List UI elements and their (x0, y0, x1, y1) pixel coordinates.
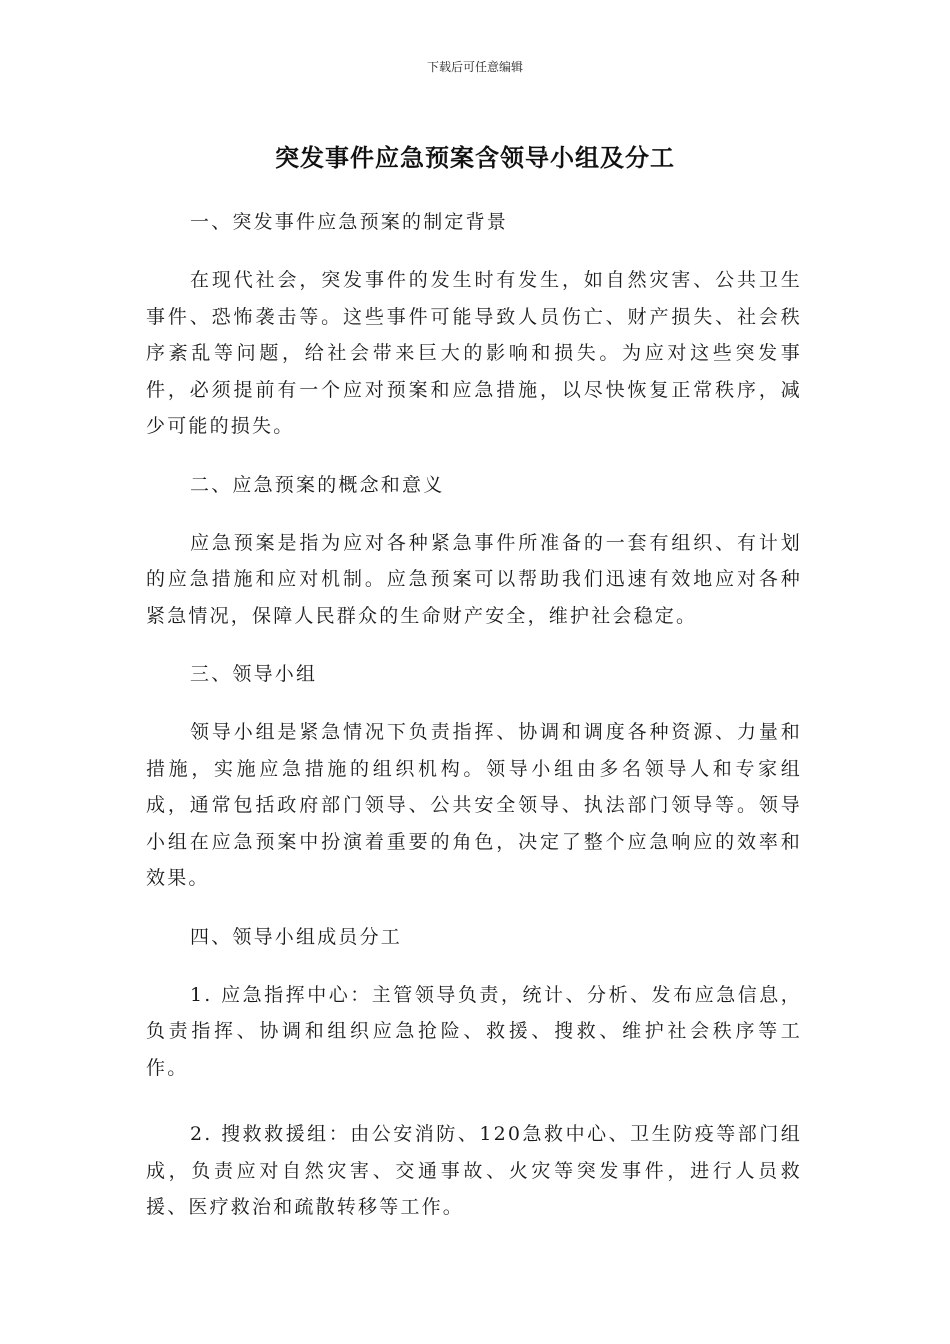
section-heading-1: 一、突发事件应急预案的制定背景 (190, 211, 509, 233)
section-heading-4: 四、领导小组成员分工 (190, 925, 403, 948)
document-body (146, 204, 802, 1256)
section-paragraph-1: 在现代社会，突发事件的发生时有发生，如自然灾害、公共卫生事件、恐怖袭击等。这些事件可能导致人员伤亡、财产损失、社会秩序紊乱等问题，给社会带来巨大的影响和损失。为应对这些突发事件，必须提前有一个应对预案和应急措施，以尽快恢复正常秩序，减少可能的损失。 (146, 269, 802, 437)
section-paragraph-3: 领导小组是紧急情况下负责指挥、协调和调度各种资源、力量和措施，实施应急措施的组织机构。领导小组由多名领导人和专家组成，通常包括政府部门领导、公共安全领导、执法部门领导等。领导小组在应急预案中扮演着重要的角色，决定了整个应急响应的效率和效果。 (146, 721, 802, 889)
section-paragraph-2: 应急预案是指为应对各种紧急事件所准备的一套有组织、有计划的应急措施和应对机制。应急预案可以帮助我们迅速有效地应对各种紧急情况，保障人民群众的生命财产安全，维护社会稳定。 (146, 531, 802, 627)
section-heading-3: 三、领导小组 (190, 663, 318, 685)
header-note: 下载后可任意编辑 (426, 60, 523, 74)
section-heading-2: 二、应急预案的概念和意义 (190, 473, 445, 496)
list-item: 2. 搜救救援组：由公安消防、120急救中心、卫生防疫等部门组成，负责应对自然灾害、交通事故、火灾等突发事件，进行人员救援、医疗救治和疏散转移等工作。 (146, 1123, 802, 1218)
document-title: 突发事件应急预案含领导小组及分工 (275, 144, 675, 172)
list-item: 1. 应急指挥中心：主管领导负责，统计、分析、发布应急信息，负责指挥、协调和组织应急抢险、救援、搜救、维护社会秩序等工作。 (146, 983, 802, 1079)
